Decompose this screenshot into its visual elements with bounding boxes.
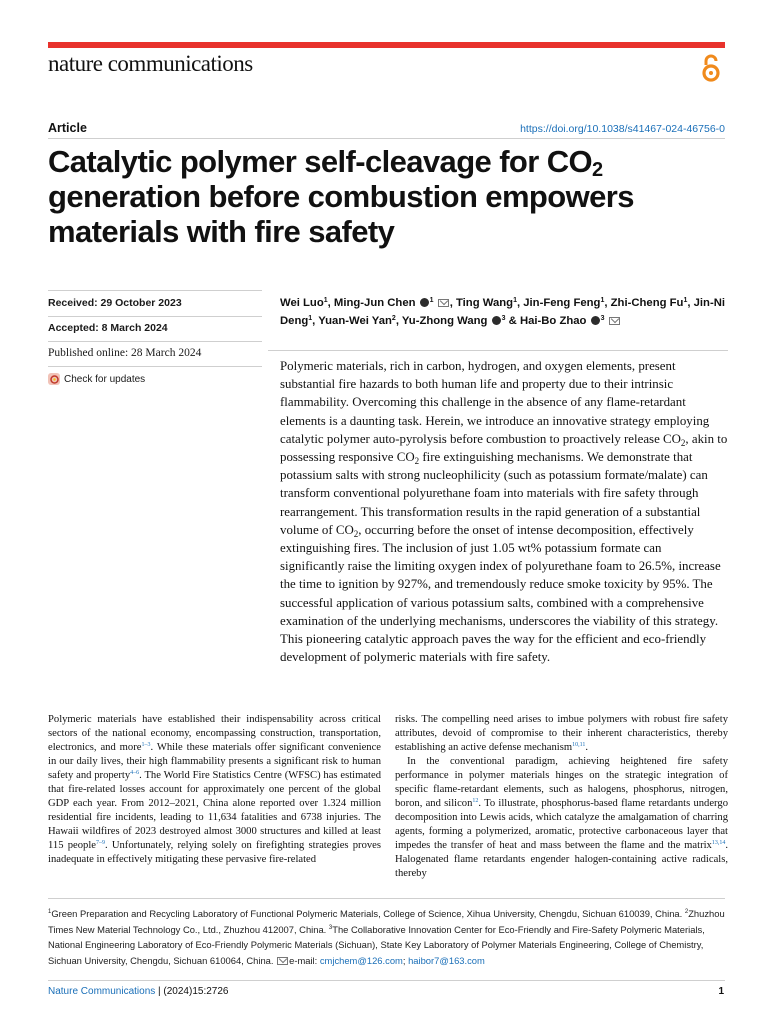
accepted-date: Accepted: 8 March 2024 — [48, 322, 168, 334]
article-type: Article — [48, 121, 87, 135]
open-access-icon[interactable] — [700, 53, 722, 83]
page-footer: Nature Communications | (2024)15:2726 — [48, 986, 229, 997]
check-updates-icon — [48, 373, 60, 385]
author-name: Hai-Bo Zhao — [519, 315, 587, 327]
reference-link[interactable]: 4–6 — [130, 770, 140, 776]
author-name: Ting Wang — [455, 297, 514, 309]
divider — [48, 341, 262, 342]
reference-link[interactable]: 10,11 — [572, 742, 586, 748]
body-paragraph: Polymeric materials have established their indispensability across critical sectors of the national economy, encompassing construction, transportation, electronics, and more$^{1-3}$. While these materials offer significant convenience in our daily lives, their high flammability presents a significant risk to human safety and property$^{4-6}$. The World Fire Statistics Centre (WFSC) has estimated that fire-related losses account for approximately one percent of the global GDP each year. From 2012–2021, China alone reported over 1.324 million residential fire incidents, leading to 11,634 fatalities and 6738 injuries. The Hawaii wildfires of 2023 destroyed almost 3000 structures and killed at least 115 people$^{7-9}$. Unfortunately, relying solely on firefighting strategies proves inadequate in effectively mitigating these pervasive fire-related — [48, 714, 382, 865]
author-name: Yu-Zhong Wang — [401, 315, 488, 327]
check-updates-button[interactable]: Check for updates — [48, 373, 262, 385]
divider — [48, 290, 262, 291]
page-number: 1 — [718, 986, 724, 997]
reference-link[interactable]: 13,14 — [711, 840, 726, 846]
body-column-right — [395, 713, 728, 881]
reference-link[interactable]: 1–3 — [141, 742, 151, 748]
reference-link[interactable]: 12 — [472, 798, 479, 804]
divider — [48, 316, 262, 317]
author-name: Jin-Feng Feng — [523, 297, 601, 309]
email-link[interactable]: cmjchem@126.com — [319, 954, 403, 966]
email-link[interactable]: haibor7@163.com — [408, 954, 485, 966]
affiliations: $^1$Green Preparation and Recycling Laboratory of Functional Polymeric Materials, College of Science, Xihua University, Chengdu, Sichuan 610039, China. $^2$Zhuzhou Times New Material Technology Co., Ltd., Zhuzhou 412007, China. $^3$The Collaborative Innovation Center for Eco-Friendly and Fire-Safety Polymeric Materials, National Engineering Laboratory of Eco-Friendly Polymeric Materials (Sichuan), State Key Laboratory of Polymer Materials Engineering, College of Chemistry, Sichuan University, Chengdu, Sichuan 610064, China. e-mail: cmjchem@126.com; haibor7@163.com — [48, 908, 725, 966]
top-red-rule — [48, 42, 725, 48]
doi-link[interactable]: https://doi.org/10.1038/s41467-024-46756-0 — [520, 123, 725, 135]
received-date: Received: 29 October 2023 — [48, 297, 182, 309]
author-list: Wei Luo$^1$, Ming-Jun Chen $^1$ , Ting Wang$^1$, Jin-Feng Feng$^1$, Zhi-Cheng Fu$^1$, Jin-Ni Deng$^1$, Yuan-Wei Yan$^2$, Yu-Zhong Wang $^3$ & Hai-Bo Zhao $^3$ — [280, 297, 726, 327]
journal-name: nature communications — [48, 51, 253, 76]
abstract: Polymeric materials, rich in carbon, hydrogen, and oxygen elements, present substantial fire hazards to both human life and property due to their intrinsic flammability. Overcoming this challenge in the absence of any flame-retardant elements is a daunting task. Herein, we introduce an innovative strategy employing catalytic polymer auto-pyrolysis before combustion to proactively release $CO_2$, akin to possessing responsive $CO_2$ fire extinguishing mechanisms. We demonstrate that potassium salts with strong nucleophilicity (such as potassium formate/malate) can transform conventional polyurethane foam into materials with fire safety through rearrangement. This transformation results in the rapid generation of a substantial volume of $CO_2$, occurring before the onset of intense decomposition, effectively extinguishing fires. The inclusion of just 1.05 wt% potassium formate can significantly raise the limiting oxygen index of polyurethane foam to 26.5%, increase the time to ignition by 927%, and tremendously reduce smoke toxicity by 95%. The successful application of various potassium salts, combined with a comprehensive examination of the underlying mechanisms, underscores the viability of this strategy. This pioneering catalytic approach paves the way for the efficient and eco-friendly development of polymeric materials with fire safety. — [280, 359, 728, 665]
orcid-icon[interactable] — [420, 298, 429, 307]
author-name: Jin-Ni Deng — [280, 297, 726, 327]
footer-divider — [48, 980, 725, 981]
email-icon[interactable] — [438, 299, 449, 307]
email-icon — [277, 957, 288, 965]
author-name: Wei Luo — [280, 297, 324, 309]
orcid-icon[interactable] — [591, 316, 600, 325]
journal-link[interactable]: Nature Communications — [48, 986, 156, 997]
email-icon[interactable] — [609, 317, 620, 325]
divider — [48, 366, 262, 367]
published-date: Published online: 28 March 2024 — [48, 347, 202, 359]
reference-link[interactable]: 7–9 — [95, 840, 105, 846]
body-paragraph: risks. The compelling need arises to imbue polymers with robust fire safety attributes, devoid of compromise to their inherent characteristics, thereby establishing an active defense mechanism$^{10,11}$. — [395, 714, 728, 753]
author-name: Yuan-Wei Yan — [318, 315, 392, 327]
author-name: Zhi-Cheng Fu — [610, 297, 684, 309]
orcid-icon[interactable] — [492, 316, 501, 325]
article-title: Catalytic polymer self-cleavage for $CO_2$ generation before combustion empowers materials with fire safety — [48, 144, 634, 249]
abstract-divider — [268, 350, 728, 351]
author-name: Ming-Jun Chen — [333, 297, 416, 309]
footnote-divider — [48, 898, 725, 899]
body-column-left — [48, 713, 381, 867]
title-divider — [48, 138, 725, 139]
body-paragraph: In the conventional paradigm, achieving heightened fire safety performance in polymer materials hinges on the strategic integration of specific flame-retardant elements, such as halogens, phosphorus, nitrogen, boron, and silicon$^{12}$. To illustrate, phosphorus-based flame retardants undergo decomposition into Lewis acids, which catalyze the amalgamation of charring agents, forming a polymerized, aromatic, protective carbonaceous layer that impedes the transfer of heat and mass between the flame and the matrix$^{13,14}$. Halogenated flame retardants engender halogen-containing active radicals, thereby — [395, 756, 728, 879]
